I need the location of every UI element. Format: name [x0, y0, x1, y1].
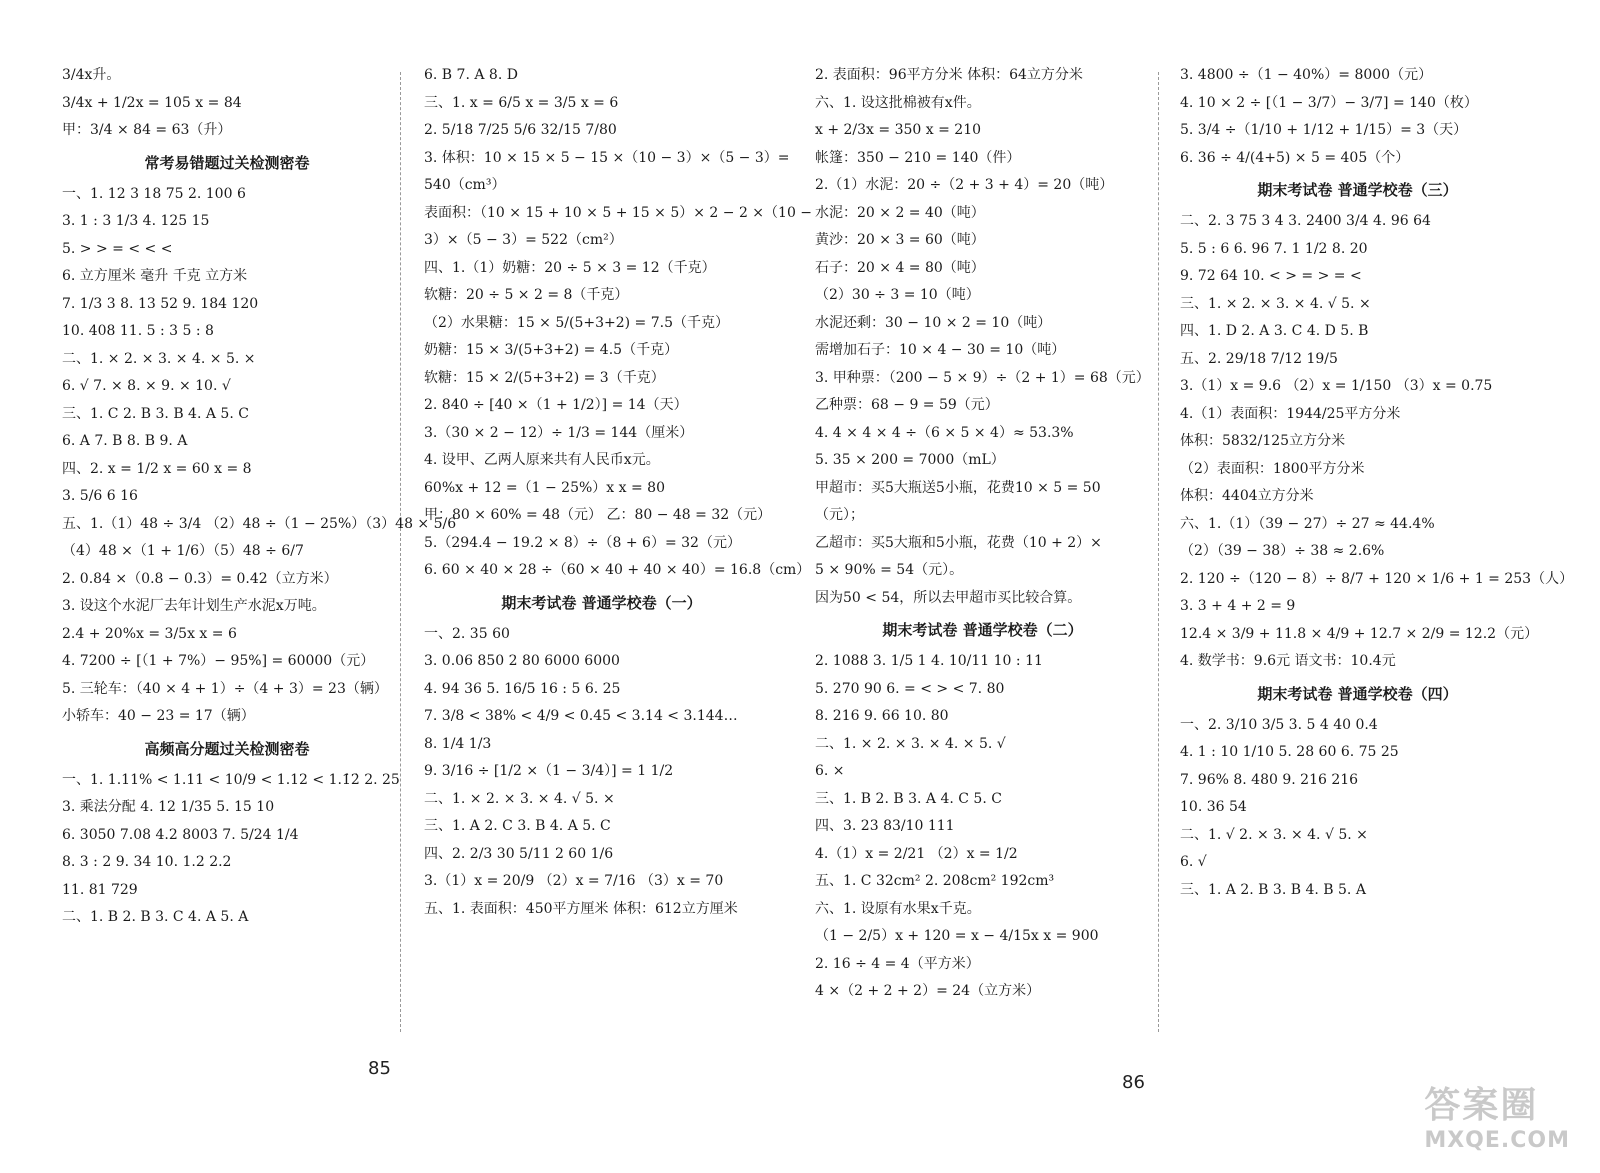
answer-line: 3. 5/6 6 16: [62, 488, 138, 504]
answer-line: （2）表面积：1800平方分米: [1180, 460, 1365, 477]
section-title: 期末考试卷 普通学校卷（四）: [1257, 684, 1458, 703]
answer-line: 2. 表面积：96平方分米 体积：64立方分米: [815, 67, 1083, 83]
answer-line: 5 × 90% = 54（元）。: [815, 562, 964, 578]
answer-line: 四、2. 2/3 30 5/11 2 60 1/6: [424, 845, 614, 862]
answer-line: 7. 96% 8. 480 9. 216 216: [1180, 771, 1359, 788]
answer-line: 水泥还剩：30 − 10 × 2 = 10（吨）: [815, 314, 1052, 331]
answer-line: 5. 35 × 200 = 7000（mL）: [815, 452, 1005, 468]
page-number-right: 86: [1122, 1072, 1145, 1093]
answer-line: 4. 7200 ÷ [（1 + 7%）− 95%] = 60000（元）: [62, 653, 375, 669]
answer-line: 12.4 × 3/9 + 11.8 × 4/9 + 12.7 × 2/9 = 12.2（元）: [1180, 625, 1539, 642]
answer-line: 11. 81 729: [62, 881, 138, 898]
page-number-left: 85: [368, 1058, 391, 1079]
answer-line: 五、1. 表面积：450平方厘米 体积：612立方厘米: [424, 900, 738, 917]
answer-line: 二、1. B 2. B 3. C 4. A 5. A: [62, 909, 249, 925]
answer-line: 因为50 < 54，所以去甲超市买比较合算。: [815, 589, 1082, 606]
answer-line: 软糖：20 ÷ 5 × 2 = 8（千克）: [424, 287, 629, 303]
answer-line: 4. 10 × 2 ÷ [（1 − 3/7）− 3/7] = 140（枚）: [1180, 94, 1478, 111]
section-title: 期末考试卷 普通学校卷（一）: [501, 593, 702, 612]
answer-line: 小轿车：40 − 23 = 17（辆）: [62, 708, 255, 724]
answer-line: 7. 3/8 < 38% < 4/9 < 0.45 < 3.14 < 3.144…: [424, 708, 738, 724]
answer-column-1: [62, 62, 457, 932]
answer-line: 4.（1）x = 2/21 （2）x = 1/2: [815, 845, 1018, 862]
answer-line: 甲：80 × 60% = 48（元） 乙：80 − 48 = 32（元）: [424, 507, 772, 523]
answer-line: 表面积：（10 × 15 + 10 × 5 + 15 × 5）× 2 − 2 ×（10 −: [424, 204, 813, 221]
answer-line: 2. 5/18 7/25 5/6 32/15 7/80: [424, 122, 617, 138]
answer-line: 10. 36 54: [1180, 799, 1247, 815]
answer-line: 四、2. x = 1/2 x = 60 x = 8: [62, 460, 252, 477]
answer-line: 2. 1088 3. 1/5 1 4. 10/11 10 : 11: [815, 653, 1043, 669]
answer-line: 乙超市：买5大瓶和5小瓶，花费（10 + 2）×: [815, 534, 1102, 551]
answer-line: 3. 3 + 4 + 2 = 9: [1180, 598, 1296, 614]
answer-line: 4.（1）表面积：1944/25平方分米: [1180, 405, 1401, 422]
answer-line: 2. 840 ÷ [40 ×（1 + 1/2）] = 14（天）: [424, 397, 688, 413]
answer-line: 6. 立方厘米 毫升 千克 立方米: [62, 268, 248, 284]
section-title: 高频高分题过关检测密卷: [144, 739, 310, 758]
answer-line: （4）48 ×（1 + 1/6）（5）48 ÷ 6/7: [62, 543, 304, 559]
answer-line: 三、1. × 2. × 3. × 4. √ 5. ×: [1180, 295, 1371, 312]
answer-line: 4. 数学书：9.6元 语文书：10.4元: [1180, 653, 1396, 669]
answer-line: （1 − 2/5）x + 120 = x − 4/15x x = 900: [815, 928, 1099, 944]
answer-line: 一、1. 1.11% < 1.11 < 10/9 < 1.12 < 1.1̇2̇ 2. 25: [62, 771, 400, 788]
answer-line: （元）；: [815, 507, 864, 523]
answer-line: 三、1. A 2. B 3. B 4. B 5. A: [1180, 881, 1366, 898]
answer-line: 需增加石子：10 × 4 − 30 = 10（吨）: [815, 342, 1066, 358]
answer-line: 3. 设这个水泥厂去年计划生产水泥x万吨。: [62, 598, 326, 614]
answer-line: 3.（1）x = 9.6 （2）x = 1/150 （3）x = 0.75: [1180, 378, 1493, 394]
answer-line: 帐篷：350 − 210 = 140（件）: [815, 149, 1021, 166]
answer-line: 二、1. × 2. × 3. × 4. × 5. √: [815, 735, 1006, 752]
answer-line: 三、1. C 2. B 3. B 4. A 5. C: [62, 405, 249, 422]
answer-line: 6. ×: [815, 763, 845, 779]
answer-line: 四、1.（1）奶糖：20 ÷ 5 × 3 = 12（千克）: [424, 259, 716, 276]
answer-line: 六、1. 设原有水果x千克。: [815, 900, 981, 917]
answer-line: 6. 3050 7.08 4.2 8003 7. 5/24 1/4: [62, 826, 299, 843]
answer-line: 3/4x + 1/2x = 105 x = 84: [62, 94, 242, 111]
answer-line: 2.（1）水泥：20 ÷（2 + 3 + 4）= 20（吨）: [815, 177, 1114, 193]
answer-line: （2）水果糖：15 × 5/(5+3+2) = 7.5（千克）: [424, 314, 729, 331]
answer-line: 10. 408 11. 5 : 3 5 : 8: [62, 323, 214, 339]
answer-line: 5. 三轮车：（40 × 4 + 1）÷（4 + 3）= 23（辆）: [62, 680, 388, 697]
answer-line: 甲：3/4 × 84 = 63（升）: [62, 122, 232, 138]
answer-line: 4. 1 : 10 1/10 5. 28 60 6. 75 25: [1180, 744, 1399, 760]
answer-line: 2. 0.84 ×（0.8 − 0.3）= 0.42（立方米）: [62, 570, 338, 587]
answer-line: 石子：20 × 4 = 80（吨）: [815, 259, 985, 276]
answer-line: 三、1. A 2. C 3. B 4. A 5. C: [424, 818, 611, 834]
answer-line: 5. > > = < < <: [62, 240, 173, 257]
answer-line: 8. 216 9. 66 10. 80: [815, 708, 949, 724]
answer-line: 4. 设甲、乙两人原来共有人民币x元。: [424, 452, 660, 468]
answer-line: 一、2. 35 60: [424, 625, 510, 642]
column-divider-right: [1158, 72, 1159, 1032]
answer-line: 3. 0.06 850 2 80 6000 6000: [424, 653, 620, 669]
answer-line: 6. √ 7. × 8. × 9. × 10. √: [62, 378, 231, 394]
answer-line: 四、3. 23 83/10 111: [815, 818, 955, 834]
answer-line: 四、1. D 2. A 3. C 4. D 5. B: [1180, 323, 1369, 339]
answer-line: 体积：4404立方分米: [1180, 488, 1314, 504]
answer-line: 9. 72 64 10. < > = > = <: [1180, 268, 1362, 284]
answer-line: 2. 120 ÷（120 − 8）÷ 8/7 + 120 × 1/6 + 1 = 253（人）: [1180, 570, 1574, 587]
answer-line: 4 ×（2 + 2 + 2）= 24（立方米）: [815, 983, 1041, 999]
answer-line: 8. 3 : 2 9. 34 10. 1.2 2.2: [62, 854, 232, 870]
answer-line: 六、1. 设这批棉被有x件。: [815, 94, 981, 111]
answer-line: 4. 94 36 5. 16/5 16 : 5 6. 25: [424, 680, 621, 697]
answer-line: 5. 270 90 6. = < > < 7. 80: [815, 680, 1005, 697]
answer-line: 奶糖：15 × 3/(5+3+2) = 4.5（千克）: [424, 342, 679, 358]
answer-line: 6. A 7. B 8. B 9. A: [62, 433, 188, 449]
answer-line: 乙种票：68 − 9 = 59（元）: [815, 397, 999, 413]
answer-line: 2.4 + 20%x = 3/5x x = 6: [62, 625, 237, 642]
answer-line: 三、1. x = 6/5 x = 3/5 x = 6: [424, 94, 619, 111]
answer-column-3: [815, 62, 1150, 1006]
answer-line: 一、1. 12 3 18 75 2. 100 6: [62, 185, 246, 202]
answer-line: 3. 甲种票：（200 − 5 × 9）÷（2 + 1）= 68（元）: [815, 369, 1150, 386]
answer-line: 五、1.（1）48 ÷ 3/4 （2）48 ÷（1 − 25%）（3）48 × 5/6: [62, 515, 457, 532]
section-title: 常考易错题过关检测密卷: [144, 153, 310, 172]
watermark-logo: 答案圈: [1424, 1085, 1539, 1126]
answer-line: 3.（30 × 2 − 12）÷ 1/3 = 144（厘米）: [424, 424, 694, 441]
answer-line: 二、1. √ 2. × 3. × 4. √ 5. ×: [1180, 826, 1368, 843]
answer-line: （2）30 ÷ 3 = 10（吨）: [815, 287, 980, 303]
answer-line: 二、1. × 2. × 3. × 4. √ 5. ×: [424, 790, 615, 807]
answer-line: 二、1. × 2. × 3. × 4. × 5. ×: [62, 350, 256, 367]
column-divider-left: [400, 72, 401, 1032]
answer-line: 六、1.（1）（39 − 27）÷ 27 ≈ 44.4%: [1180, 515, 1435, 532]
answer-line: 2. 16 ÷ 4 = 4（平方米）: [815, 955, 980, 972]
answer-line: 6. 60 × 40 × 28 ÷（60 × 40 + 40 × 40）= 16.8（cm）: [424, 562, 811, 578]
section-title: 期末考试卷 普通学校卷（三）: [1257, 181, 1458, 199]
answer-line: 3）×（5 − 3）= 522（cm²）: [424, 232, 623, 248]
answer-line: 4. 4 × 4 × 4 ÷（6 × 5 × 4）≈ 53.3%: [815, 424, 1074, 441]
answer-line: 3. 1 : 3 1/3 4. 125 15: [62, 213, 210, 229]
answer-line: 一、2. 3/10 3/5 3. 5 4 40 0.4: [1180, 716, 1378, 733]
answer-line: 三、1. B 2. B 3. A 4. C 5. C: [815, 790, 1002, 807]
watermark-url: MXQE.COM: [1424, 1128, 1570, 1153]
answer-line: 3. 4800 ÷（1 − 40%）= 8000（元）: [1180, 67, 1433, 83]
answer-column-2: [424, 62, 813, 923]
answer-line: 五、1. C 32cm² 2. 208cm² 192cm³: [815, 873, 1055, 889]
answer-line: 5. 3/4 ÷（1/10 + 1/12 + 1/15）= 3（天）: [1180, 122, 1468, 138]
answer-line: 黄沙：20 × 3 = 60（吨）: [815, 232, 985, 248]
answer-line: 540（cm³）: [424, 177, 506, 193]
answer-line: 水泥：20 × 2 = 40（吨）: [815, 204, 985, 221]
answer-line: 6. B 7. A 8. D: [424, 67, 518, 83]
answer-line: 3/4x升。: [62, 67, 121, 83]
answer-line: 7. 1/3 3 8. 13 52 9. 184 120: [62, 295, 259, 312]
answer-line: 五、2. 29/18 7/12 19/5: [1180, 350, 1338, 367]
answer-line: 5.（294.4 − 19.2 × 8）÷（8 + 6）= 32（元）: [424, 534, 741, 551]
answer-line: 6. √: [1180, 854, 1207, 870]
answer-line: 3. 乘法分配 4. 12 1/35 5. 15 10: [62, 799, 275, 815]
section-title: 期末考试卷 普通学校卷（二）: [882, 621, 1083, 639]
watermark: [1424, 1077, 1570, 1153]
answer-column-4: [1180, 62, 1574, 904]
answer-line: 软糖：15 × 2/(5+3+2) = 3（千克）: [424, 369, 665, 386]
answer-line: 60%x + 12 =（1 − 25%）x x = 80: [424, 479, 665, 496]
answer-line: 8. 1/4 1/3: [424, 735, 492, 752]
answer-line: 3. 体积：10 × 15 × 5 − 15 ×（10 − 3）×（5 − 3）=: [424, 149, 790, 166]
answer-line: 3.（1）x = 20/9 （2）x = 7/16 （3）x = 70: [424, 873, 724, 889]
answer-line: 体积：5832/125立方分米: [1180, 433, 1346, 449]
answer-line: 二、2. 3 75 3 4 3. 2400 3/4 4. 96 64: [1180, 213, 1431, 229]
answer-line: 6. 36 ÷ 4/(4+5) × 5 = 405（个）: [1180, 149, 1410, 166]
answer-line: 9. 3/16 ÷ [1/2 ×（1 − 3/4）] = 1 1/2: [424, 763, 674, 779]
answer-line: x + 2/3x = 350 x = 210: [815, 122, 982, 138]
answer-line: 5. 5 : 6 6. 96 7. 1 1/2 8. 20: [1180, 240, 1368, 257]
answer-line: （2）（39 − 38）÷ 38 ≈ 2.6%: [1180, 543, 1385, 559]
answer-line: 甲超市：买5大瓶送5小瓶，花费10 × 5 = 50: [815, 479, 1101, 496]
